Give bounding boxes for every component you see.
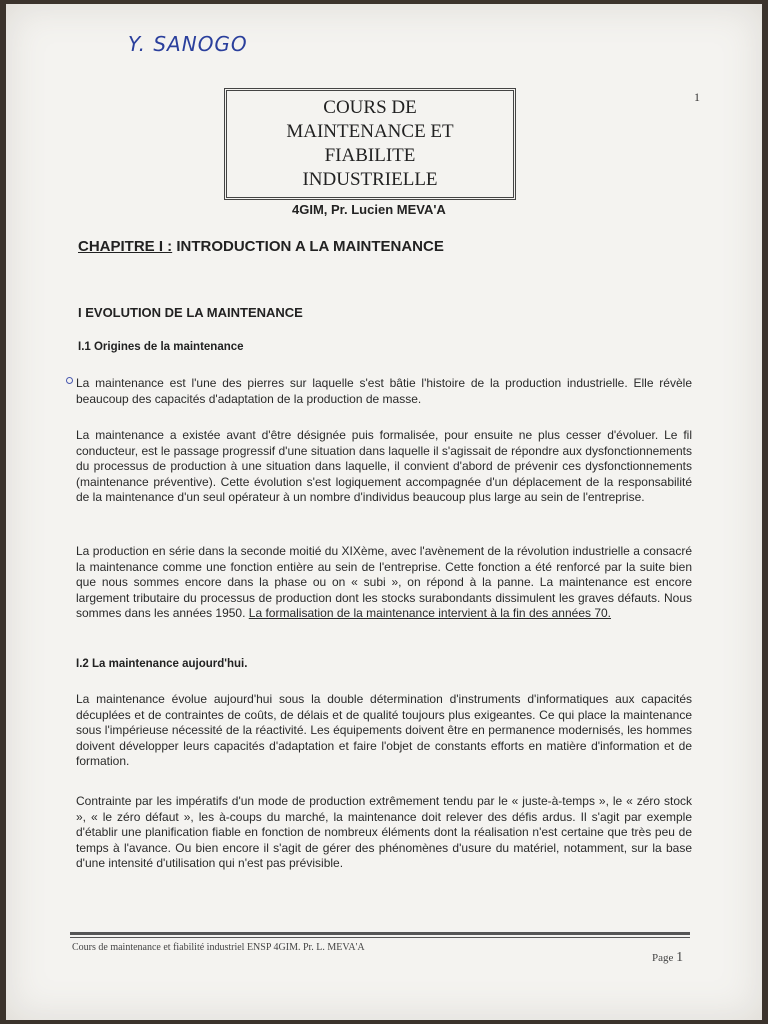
footer-rule: [70, 932, 690, 935]
paragraph: La maintenance a existée avant d'être désignée puis formalisée, pour ensuite ne plus cesser d'évoluer. Le fil conducteur, est le passage progressif d'une situation dans laquelle il s'agissait de répondre aux dysfonctionnements du processus de production à une situation dans laquelle, il convient d'abord de prévenir ces dysfonctionnements (maintenance préventive). Cette évolution s'est logiquement accompagnée d'un déplacement de la responsabilité de la maintenance d'un seul opérateur à un nombre d'individus beaucoup plus large au sein de l'entreprise.: [76, 428, 692, 504]
page-number: 1: [676, 950, 684, 965]
subsection-heading: I.1 Origines de la maintenance: [78, 341, 244, 353]
underlined-sentence: La formalisation de la maintenance intervient à la fin des années 70.: [248, 606, 612, 620]
author-line: 4GIM, Pr. Lucien MEVA'A: [292, 202, 446, 217]
paragraph: La maintenance évolue aujourd'hui sous la double détermination d'instruments d'informatiques aux capacités décuplées et de contraintes de coûts, de délais et de qualité toujours plus exigeantes. Ce qui place la maintenance sous l'impérieuse nécessité de la réactivité. Les équipements doivent être en permanence modernisés, les hommes doivent développer leurs capacités d'adaptation et faire l'objet de constants efforts en matière d'information et de formation.: [76, 692, 692, 768]
title-box: [224, 88, 516, 200]
handwritten-name: Y. SANOGO: [128, 32, 248, 56]
title-line: COURS DE: [323, 97, 417, 118]
subsection-heading: I.2 La maintenance aujourd'hui.: [76, 658, 248, 670]
page-label: Page: [652, 952, 677, 964]
paragraph: Contrainte par les impératifs d'un mode de production extrêmement tendu par le « juste-à-temps », le « zéro stock », « le zéro défaut », les à-coups du marché, la maintenance doit relever des défis ardus. Il s'agit par exemple d'établir une planification fiable en fonction de nombreux éléments dont la réalisation n'est certaine que très peu de temps à l'avance. Ou bien encore il s'agit de gérer des phénomènes d'usure du matériel, notamment, sur la base d'une intensité d'utilisation qui n'est pas prévisible.: [76, 794, 692, 870]
footer-rule-thin: [70, 937, 690, 938]
chapter-heading: [78, 238, 444, 255]
paragraph: [76, 544, 692, 622]
page-mark: 1: [694, 90, 700, 104]
chapter-title: INTRODUCTION A LA MAINTENANCE: [172, 238, 444, 255]
section-heading: I EVOLUTION DE LA MAINTENANCE: [78, 305, 303, 320]
title-line: FIABILITE: [324, 145, 416, 166]
bullet-icon: [66, 377, 73, 384]
footer-page-number: [652, 950, 683, 966]
paragraph-text: La production en série dans la seconde moitié du XIXème, avec l'avènement de la révolution industrielle a consacré la maintenance comme une fonction entière au sein de l'entreprise. Cette fonction a été renforcé par la suite bien que nous sommes encore dans la phase ou on « subi », on répond à la panne. La maintenance est encore largement tributaire du processus de production dont les stocks surabondants dissimulent les graves défauts. Nous sommes dans les années 1950.: [76, 544, 692, 620]
document-page: [6, 4, 762, 1020]
chapter-label: CHAPITRE I :: [78, 238, 173, 255]
title-line: INDUSTRIELLE: [302, 169, 438, 190]
paragraph: La maintenance est l'une des pierres sur laquelle s'est bâtie l'histoire de la production industrielle. Elle révèle beaucoup des capacités d'adaptation de la production de masse.: [76, 376, 692, 406]
title-line: MAINTENANCE ET: [286, 121, 454, 142]
footer-text: Cours de maintenance et fiabilité industriel ENSP 4GIM. Pr. L. MEVA'A: [72, 942, 365, 953]
